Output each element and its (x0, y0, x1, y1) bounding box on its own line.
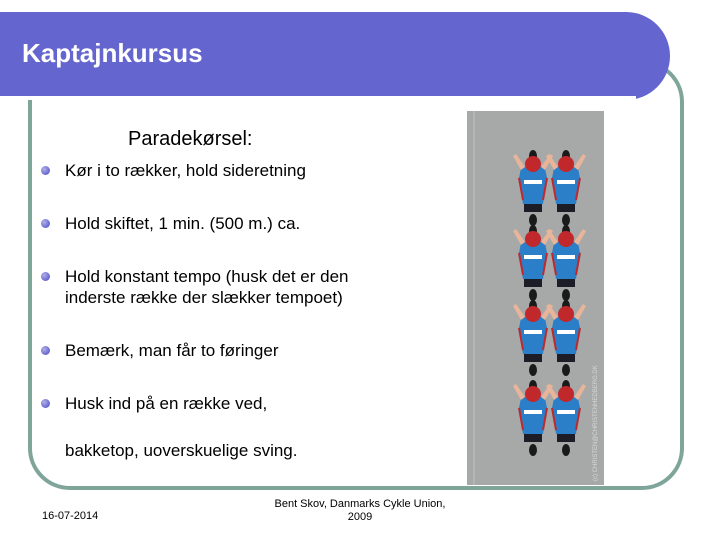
bullet-text: Husk ind på en række ved, (65, 394, 268, 413)
title-underline (0, 96, 636, 100)
bullet-item (38, 266, 365, 308)
bullet-text: Hold konstant tempo (husk det er den inderste række der slækker tempoet) (65, 267, 349, 307)
bullet-text: Hold skiftet, 1 min. (500 m.) ca. (65, 214, 301, 233)
road-edge-line (473, 111, 475, 485)
image-watermark: (c) CHRISTEN@CHRISTENHEDBERG.DK (593, 365, 599, 481)
footer-credit-line: Bent Skov, Danmarks Cykle Union, (274, 498, 446, 510)
bullet-list (38, 160, 398, 414)
bullet-item (38, 340, 398, 361)
paceline-illustration (467, 111, 604, 485)
bullet-icon (41, 399, 50, 408)
footer-date: 16-07-2014 (42, 510, 99, 522)
subheading: Paradekørsel: (128, 128, 253, 150)
bullet-text: Bemærk, man får to føringer (65, 341, 279, 360)
bullet-icon (41, 166, 50, 175)
bullet-continuation: bakketop, uoverskuelige sving. (65, 441, 298, 460)
bullet-item (38, 213, 398, 234)
bullet-icon (41, 219, 50, 228)
footer-credit (262, 498, 458, 524)
bullet-item (38, 393, 398, 414)
bullet-item (38, 160, 398, 181)
footer-credit-line: 2009 (347, 511, 373, 523)
bullet-icon (41, 272, 50, 281)
slide-title: Kaptajnkursus (22, 38, 203, 68)
bullet-icon (41, 346, 50, 355)
bullet-text: Kør i to rækker, hold sideretning (65, 161, 306, 180)
